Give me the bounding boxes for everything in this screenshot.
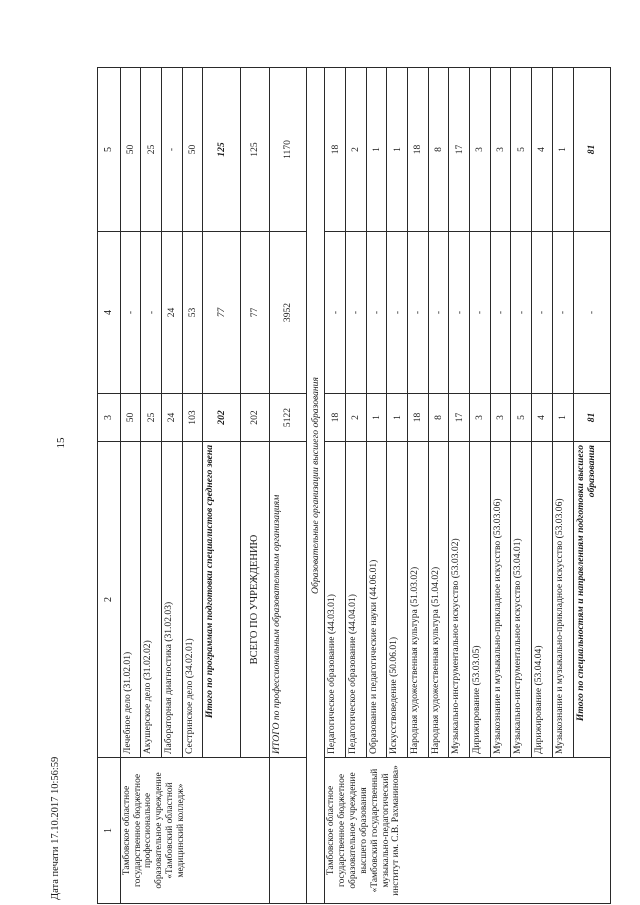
organization-cell: Тамбовское областное государственное бюджетное образовательное учреждение высшего образования «Тамбовский государственный музыкально-педагогический институт им. С.В. Рахманинова» xyxy=(325,758,611,904)
subtotal-col4: - xyxy=(573,232,611,394)
value-col4: - xyxy=(552,232,573,394)
value-col3: 3 xyxy=(490,394,511,442)
value-col3: 17 xyxy=(449,394,470,442)
value-col5: 1 xyxy=(387,68,408,232)
value-col3: 8 xyxy=(428,394,449,442)
header-col-3: 3 xyxy=(98,394,121,442)
value-col3: 2 xyxy=(346,394,367,442)
enrollment-table xyxy=(97,67,611,904)
value-col5: 5 xyxy=(511,68,532,232)
program-name: Музыкознание и музыкально-прикладное искусство (53.03.06) xyxy=(552,442,573,758)
value-col4: - xyxy=(428,232,449,394)
program-name: Дирижирование (53.03.05) xyxy=(470,442,491,758)
value-col5: 50 xyxy=(182,68,203,232)
value-col4: - xyxy=(120,232,141,394)
value-col3: 25 xyxy=(141,394,162,442)
program-name: Музыкознание и музыкально-прикладное искусство (53.03.06) xyxy=(490,442,511,758)
program-name: Лечебное дело (31.02.01) xyxy=(120,442,141,758)
section-header-row xyxy=(306,68,325,904)
value-col4: 53 xyxy=(182,232,203,394)
print-date: Дата печати 17.10.2017 10:56:59 xyxy=(50,756,61,900)
grand-total-col5: 1170 xyxy=(269,68,306,232)
program-name: Сестринское дело (34.02.01) xyxy=(182,442,203,758)
total-col5: 125 xyxy=(240,68,269,232)
value-col3: 3 xyxy=(470,394,491,442)
grand-total-col4: 3952 xyxy=(269,232,306,394)
value-col5: 17 xyxy=(449,68,470,232)
value-col4: - xyxy=(141,232,162,394)
grand-total-empty-cell xyxy=(269,758,306,904)
section-title: Образовательные организации высшего образования xyxy=(306,68,325,904)
value-col4: - xyxy=(490,232,511,394)
value-col5: 18 xyxy=(325,68,346,232)
subtotal-col3: 202 xyxy=(203,394,240,442)
header-col-1: 1 xyxy=(98,758,121,904)
value-col5: 4 xyxy=(532,68,553,232)
value-col5: 1 xyxy=(552,68,573,232)
value-col4: - xyxy=(387,232,408,394)
value-col3: 50 xyxy=(120,394,141,442)
value-col5: 50 xyxy=(120,68,141,232)
header-row xyxy=(98,68,121,904)
total-col4: 77 xyxy=(240,232,269,394)
value-col3: 18 xyxy=(408,394,429,442)
value-col4: - xyxy=(366,232,387,394)
organization-cell: Тамбовское областное государственное бюджетное профессиональное образовательное учреждение «Тамбовский областной медицинский колледж» xyxy=(120,758,269,904)
program-name: Народная художественная культура (51.04.02) xyxy=(428,442,449,758)
value-col4: - xyxy=(532,232,553,394)
grand-total-label: ИТОГО по профессиональным образовательным организациям xyxy=(269,442,306,758)
table-body xyxy=(98,68,611,904)
value-col4: - xyxy=(470,232,491,394)
grand-total-col3: 5122 xyxy=(269,394,306,442)
value-col4: 24 xyxy=(162,232,183,394)
value-col3: 24 xyxy=(162,394,183,442)
program-name: Дирижирование (53.04.04) xyxy=(532,442,553,758)
table-row xyxy=(325,68,346,904)
value-col5: 2 xyxy=(346,68,367,232)
header-col-2: 2 xyxy=(98,442,121,758)
program-name: Музыкально-инструментальное искусство (53.04.01) xyxy=(511,442,532,758)
subtotal-col5: 125 xyxy=(203,68,240,232)
page-number: 15 xyxy=(55,437,67,449)
program-name: Педагогическое образование (44.04.01) xyxy=(346,442,367,758)
value-col5: 18 xyxy=(408,68,429,232)
subtotal-label: Итого по программам подготовки специалистов среднего звена xyxy=(203,442,240,758)
value-col4: - xyxy=(408,232,429,394)
subtotal-label: Итого по специальностям и направлениям подготовки высшего образования xyxy=(573,442,611,758)
subtotal-col4: 77 xyxy=(203,232,240,394)
program-name: Лабораторная диагностика (31.02.03) xyxy=(162,442,183,758)
total-col3: 202 xyxy=(240,394,269,442)
value-col3: 103 xyxy=(182,394,203,442)
header-col-4: 4 xyxy=(98,232,121,394)
value-col3: 1 xyxy=(552,394,573,442)
program-name: Музыкально-инструментальное искусство (53.03.02) xyxy=(449,442,470,758)
total-label: ВСЕГО ПО УЧРЕЖДЕНИЮ xyxy=(240,442,269,758)
value-col5: 3 xyxy=(490,68,511,232)
value-col3: 1 xyxy=(366,394,387,442)
rotated-table-container xyxy=(97,68,611,904)
value-col3: 1 xyxy=(387,394,408,442)
subtotal-col3: 81 xyxy=(573,394,611,442)
value-col4: - xyxy=(346,232,367,394)
value-col5: 8 xyxy=(428,68,449,232)
value-col4: - xyxy=(325,232,346,394)
value-col3: 18 xyxy=(325,394,346,442)
value-col3: 4 xyxy=(532,394,553,442)
program-name: Образование и педагогические науки (44.06.01) xyxy=(366,442,387,758)
grand-total-row xyxy=(269,68,306,904)
program-name: Искусствоведение (50.06.01) xyxy=(387,442,408,758)
value-col4: - xyxy=(449,232,470,394)
program-name: Педагогическое образование (44.03.01) xyxy=(325,442,346,758)
value-col5: 25 xyxy=(141,68,162,232)
table-row xyxy=(120,68,141,904)
value-col5: 3 xyxy=(470,68,491,232)
program-name: Народная художественная культура (51.03.02) xyxy=(408,442,429,758)
value-col5: - xyxy=(162,68,183,232)
program-name: Акушерское дело (31.02.02) xyxy=(141,442,162,758)
value-col3: 5 xyxy=(511,394,532,442)
header-col-5: 5 xyxy=(98,68,121,232)
value-col4: - xyxy=(511,232,532,394)
value-col5: 1 xyxy=(366,68,387,232)
subtotal-col5: 81 xyxy=(573,68,611,232)
